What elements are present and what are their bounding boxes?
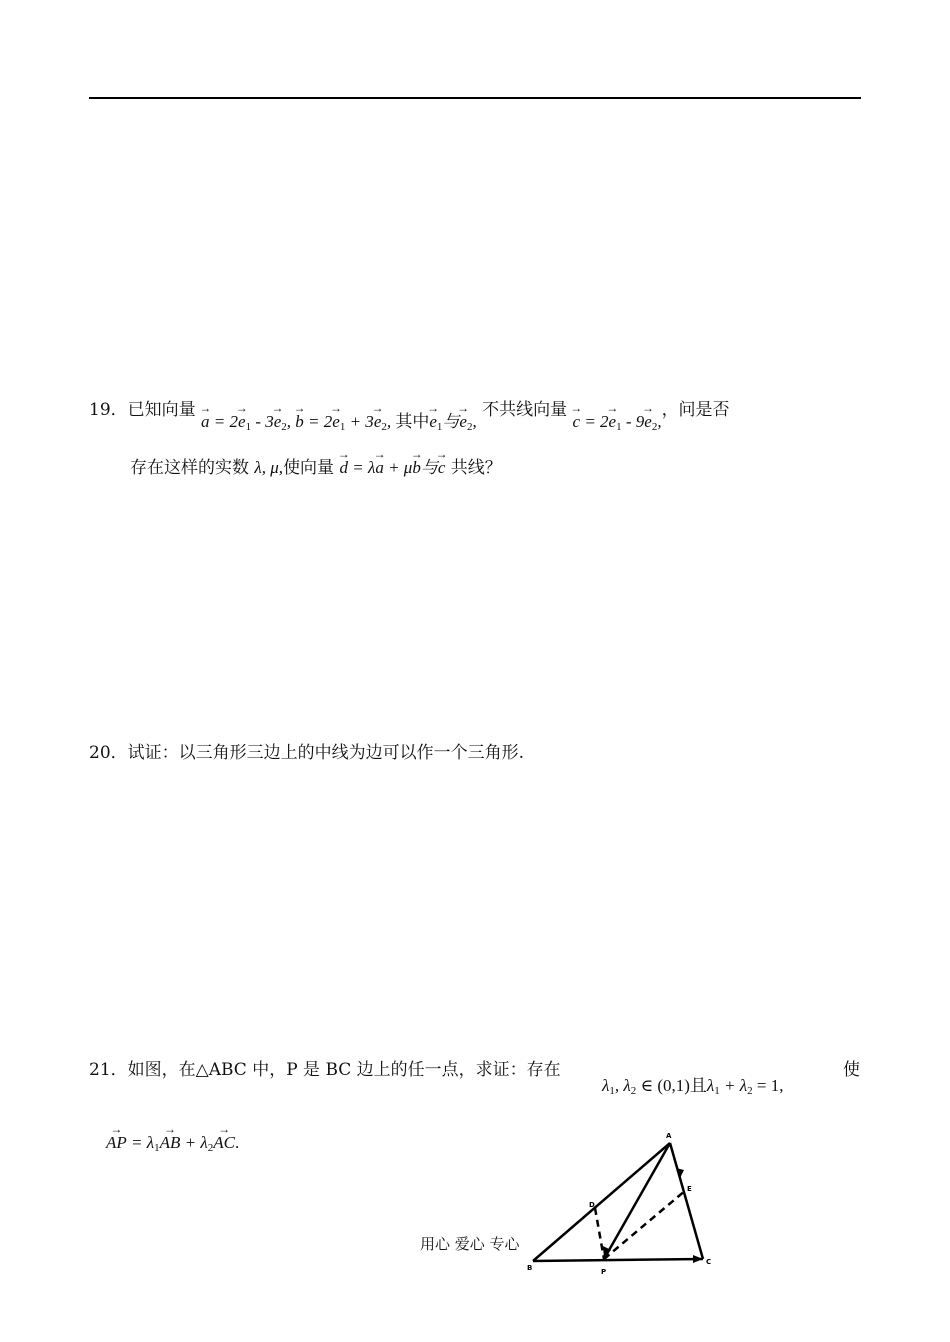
q20-text: 试证：以三角形三边上的中线为边可以作一个三角形.: [127, 743, 525, 763]
q19-make-vector: 使向量: [283, 458, 335, 478]
q19-intro: 已知向量: [127, 400, 196, 420]
q21-line1: [89, 1058, 561, 1082]
q19-number: 19．: [89, 400, 128, 420]
q21-condition: $\lambda_1$, $\lambda_2$ ∈ (0,1)且$\lambda_1 + \lambda_2 = 1$,: [602, 1076, 784, 1097]
side-ac: [670, 1143, 703, 1259]
q19-line2-start: 存在这样的实数: [130, 458, 249, 478]
header-rule: [89, 97, 861, 99]
q19-e1-e2: → $e_1$与→ $e_2$,: [429, 412, 476, 431]
q20-number: 20．: [89, 743, 128, 763]
q19-line2: [130, 456, 502, 480]
label-c: C: [706, 1258, 712, 1266]
q19-ab-definition: → $a = 2\to e_1 - 3\to e_2$, → $b = 2\to e_1 + 3\to e_2$,: [201, 412, 395, 431]
side-ab: [533, 1143, 670, 1261]
q21-period: .: [234, 1133, 240, 1152]
side-bc: [533, 1259, 703, 1261]
q21-make: 使: [843, 1060, 860, 1080]
q19-where: 其中: [395, 412, 430, 432]
label-d: D: [589, 1201, 595, 1209]
q21-number: 21．: [89, 1060, 128, 1080]
label-p: P: [601, 1268, 607, 1276]
q19-line1: [89, 398, 730, 433]
q19-lambda-mu: λ, μ,: [254, 458, 284, 477]
triangle-figure: [520, 1128, 730, 1278]
q19-ask: ，问是否: [661, 400, 730, 420]
label-e: E: [687, 1185, 692, 1193]
q21-formula: → AP = $\lambda_1\to$ AB + $\lambda_2\to$ AC.: [106, 1131, 239, 1160]
dashed-pe: [604, 1190, 686, 1259]
footer: 用心 爱心 专心: [420, 1235, 520, 1253]
q19-d-definition: → d = λ→ a + μ→ b与→ c: [339, 458, 445, 477]
label-a: A: [666, 1132, 672, 1140]
arrow-ac: [676, 1168, 684, 1178]
q21-text: 如图，在△ABC 中，P 是 BC 边上的任一点，求证：存在: [127, 1060, 561, 1080]
q19-c-definition: → $c = 2\to e_1 - 9\to e_2$,: [573, 412, 662, 431]
label-b: B: [527, 1264, 533, 1272]
q19-noncollinear: 不共线向量: [482, 400, 568, 420]
q19-collinear: 共线？: [450, 458, 502, 478]
q20-line: [89, 741, 524, 765]
segment-ap: [604, 1143, 670, 1259]
dashed-dp: [595, 1208, 604, 1259]
